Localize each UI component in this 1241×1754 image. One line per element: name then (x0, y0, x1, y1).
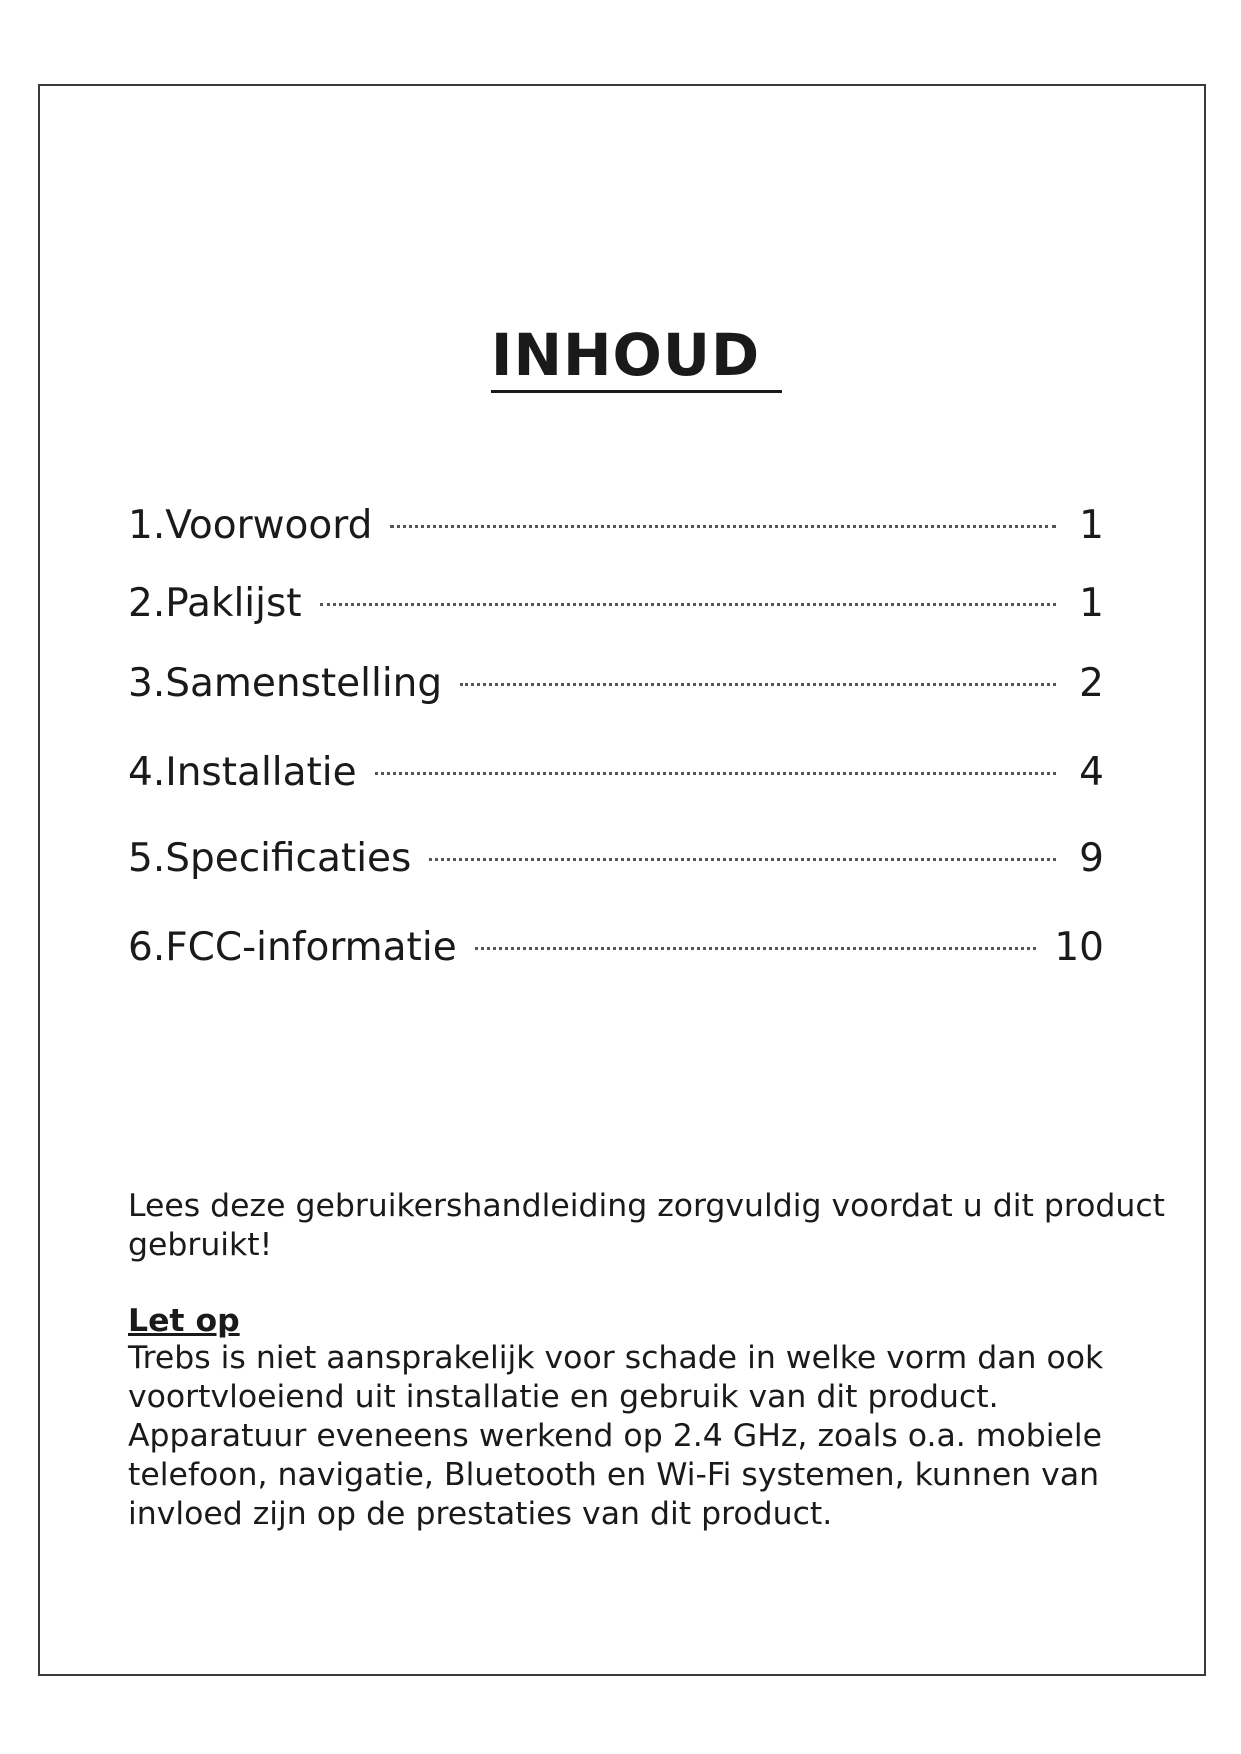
toc-leader-dots (320, 602, 1056, 606)
toc-entry-page: 10 (1054, 925, 1104, 970)
notice-line: telefoon, navigatie, Bluetooth en Wi-Fi systemen, kunnen van (128, 1457, 1100, 1493)
toc-entry-page: 4 (1079, 750, 1104, 795)
notice-heading: Let op (128, 1303, 240, 1339)
toc-leader-dots (429, 857, 1056, 861)
intro-text: Lees deze gebruikershandleiding zorgvuldig voordat u dit product gebruikt! (128, 1188, 1166, 1263)
toc-entry-label: 1.Voorwoord (128, 503, 373, 548)
toc-leader-dots (390, 524, 1056, 528)
page-title: INHOUD (0, 326, 1241, 393)
toc-entry (128, 581, 1104, 626)
toc-entry-label: 4.Installatie (128, 750, 357, 795)
toc-entry-page: 9 (1079, 836, 1104, 881)
toc-leader-dots (375, 771, 1056, 775)
toc-entry (128, 503, 1104, 548)
toc-entry (128, 661, 1104, 706)
toc-entry-label: 6.FCC-informatie (128, 925, 457, 970)
toc-entry-label: 5.Specificaties (128, 836, 412, 881)
toc-entry-page: 1 (1079, 503, 1104, 548)
toc-entry-label: 3.Samenstelling (128, 661, 443, 706)
notice-line: Trebs is niet aansprakelijk voor schade in welke vorm dan ook (128, 1340, 1104, 1376)
toc-entry (128, 925, 1104, 970)
toc-entry-label: 2.Paklijst (128, 581, 302, 626)
toc-entry-page: 2 (1079, 661, 1104, 706)
toc-entry-page: 1 (1079, 581, 1104, 626)
toc-leader-dots (460, 682, 1056, 686)
toc-leader-dots (475, 946, 1037, 950)
notice-line: Apparatuur eveneens werkend op 2.4 GHz, zoals o.a. mobiele (128, 1418, 1103, 1454)
toc-entry (128, 836, 1104, 881)
notice-line: voortvloeiend uit installatie en gebruik van dit product. (128, 1379, 999, 1415)
notice-line: invloed zijn op de prestaties van dit product. (128, 1496, 833, 1532)
toc-entry (128, 750, 1104, 795)
